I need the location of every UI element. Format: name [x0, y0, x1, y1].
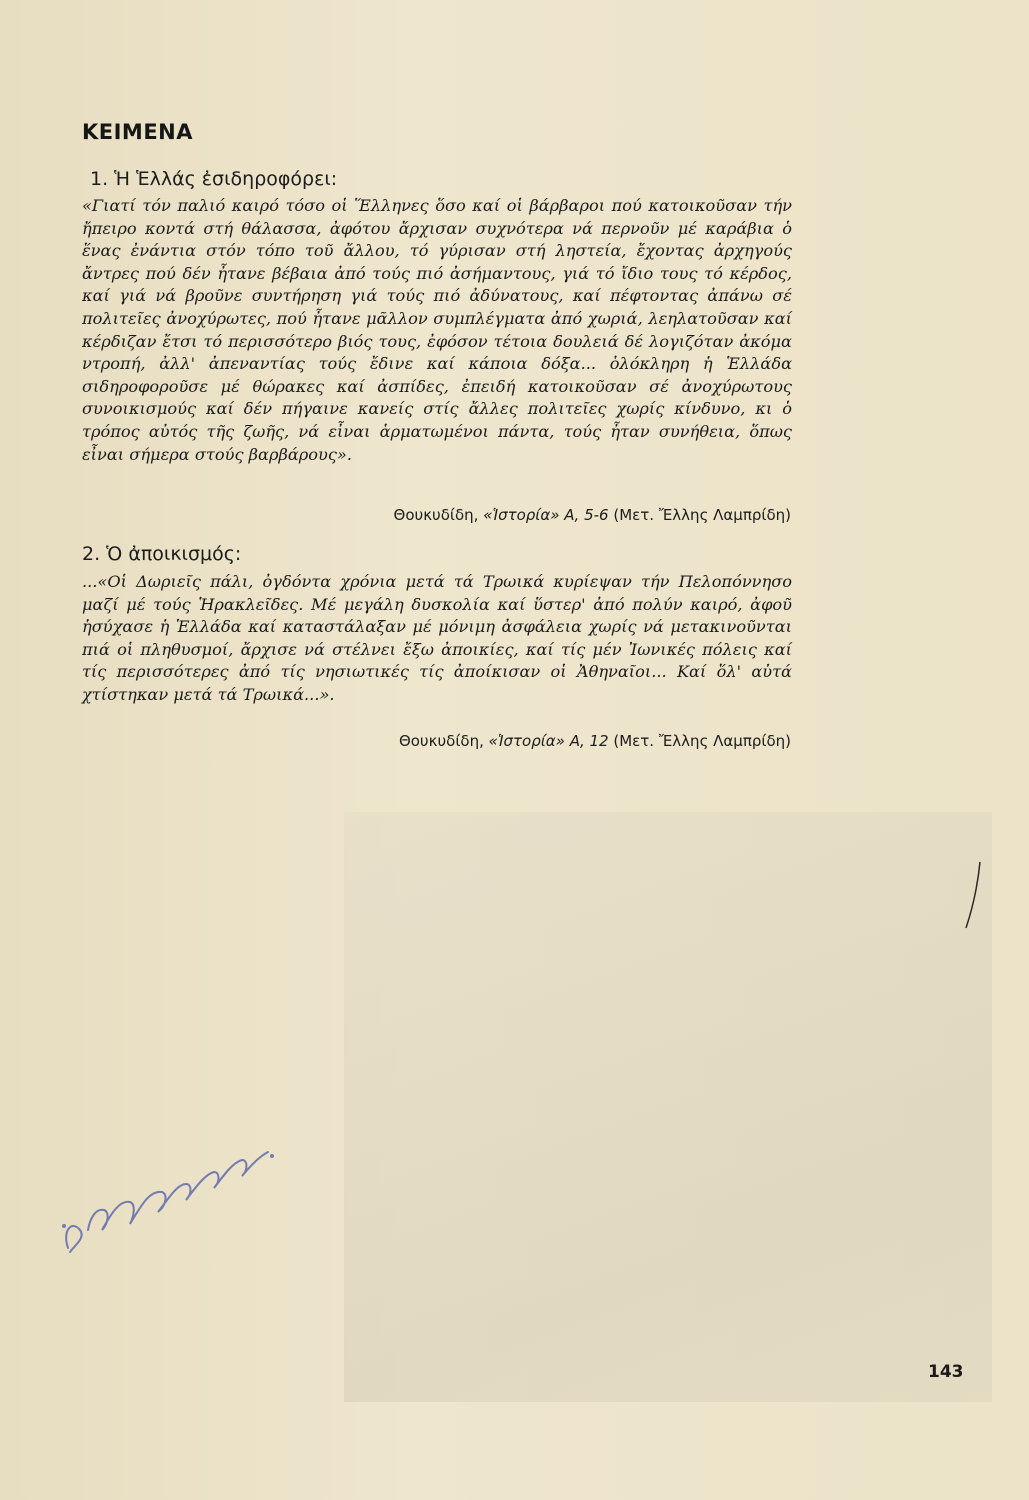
text-1-source — [394, 506, 791, 524]
page-number: 143 — [928, 1362, 964, 1382]
source-translator: (Μετ. Ἔλλης Λαμπρίδη) — [608, 506, 791, 524]
source-work: «Ἱστορία» Α, 12 — [488, 732, 609, 750]
handwritten-note — [50, 1080, 310, 1270]
text-1-body: «Γιατί τόν παλιό καιρό τόσο οἱ Ἕλληνες ὅσο καί οἱ βάρβαροι πού κατοικοῦσαν τήν ἤπειρο κοντά στή θάλασσα, ἀφότου ἄρχισαν συχνότερα νά περνοῦν μέ καράβια ὁ ἕνας ἐνάντια στόν τόπο τοῦ ἄλλου, τό γύρισαν στή ληστεία, ἔχοντας ἀρχηγούς ἄντρες πού δέν ἦτανε βέβαια ἀπό τούς πιό ἀσήμαντους, γιά τό ἴδιο τους τό κέρδος, καί γιά νά βροῦνε συντήρηση γιά τούς πιό ἀδύνατους, καί πέφτοντας ἀπάνω σέ πολιτεῖες ἀνοχύρωτες, πού ἦτανε μᾶλλον συμπλέγματα ἀπό χωριά, λεηλατοῦσαν καί κέρδιζαν ἔτσι τό περισσότερο βιός τους, ἐφόσον τέτοια δουλειά δέ λογιζόταν ἀκόμα ντροπή, ἀλλ' ἀπεναντίας τούς ἔδινε καί κάποια δόξα... ὁλόκληρη ἡ Ἑλλάδα σιδηροφοροῦσε μέ θώρακες καί ἀσπίδες, ἐπειδή κατοικοῦσαν σέ ἀνοχύρωτους συνοικισμούς καί δέν πήγαινε κανείς στίς ἄλλες πολιτεῖες χωρίς κίνδυνο, κι ὁ τρόπος αὐτός τῆς ζωῆς, νά εἶναι ἁρματωμένοι πάντα, τούς ἦταν συνήθεια, ὅπως εἶναι σήμερα στούς βαρβάρους». — [82, 196, 792, 464]
text-2-source — [399, 732, 791, 750]
text-2-body: ...«Οἱ Δωριεῖς πάλι, ὀγδόντα χρόνια μετά τά Τρωικά κυρίεψαν τήν Πελοπόννησο μαζί μέ τούς Ἡρακλεῖδες. Μέ μεγάλη δυσκολία καί ὕστερ' ἀπό πολύν καιρό, ἀφοῦ ἡσύχασε ἡ Ἑλλάδα καί καταστάλαξαν μέ μόνιμη ἀσφάλεια χωρίς νά μετακινοῦνται πιά οἱ πληθυσμοί, ἄρχισε νά στέλνει ἔξω ἀποικίες, καί τίς μέν Ἰωνικές πόλεις καί τίς περισσότερες ἀπό τίς νησιωτικές τίς ἀποίκισαν οἱ Ἀθηναῖοι... Καί ὅλ' αὐτά χτίστηκαν μετά τά Τρωικά...». — [82, 572, 792, 704]
source-author: Θουκυδίδη, — [398, 732, 489, 750]
text-1-heading: 1. Ἡ Ἑλλάς ἐσιδηροφόρει: — [90, 168, 338, 190]
source-work: «Ἱστορία» Α, 5-6 — [483, 506, 609, 524]
text-2-heading: 2. Ὁ ἀποικισμός: — [82, 543, 242, 565]
source-author: Θουκυδίδη, — [393, 506, 484, 524]
source-translator: (Μετ. Ἔλλης Λαμπρίδη) — [608, 732, 791, 750]
section-title: ΚΕΙΜΕΝΑ — [82, 120, 194, 144]
margin-pencil-mark — [960, 860, 984, 930]
faded-photo-area — [344, 812, 992, 1402]
